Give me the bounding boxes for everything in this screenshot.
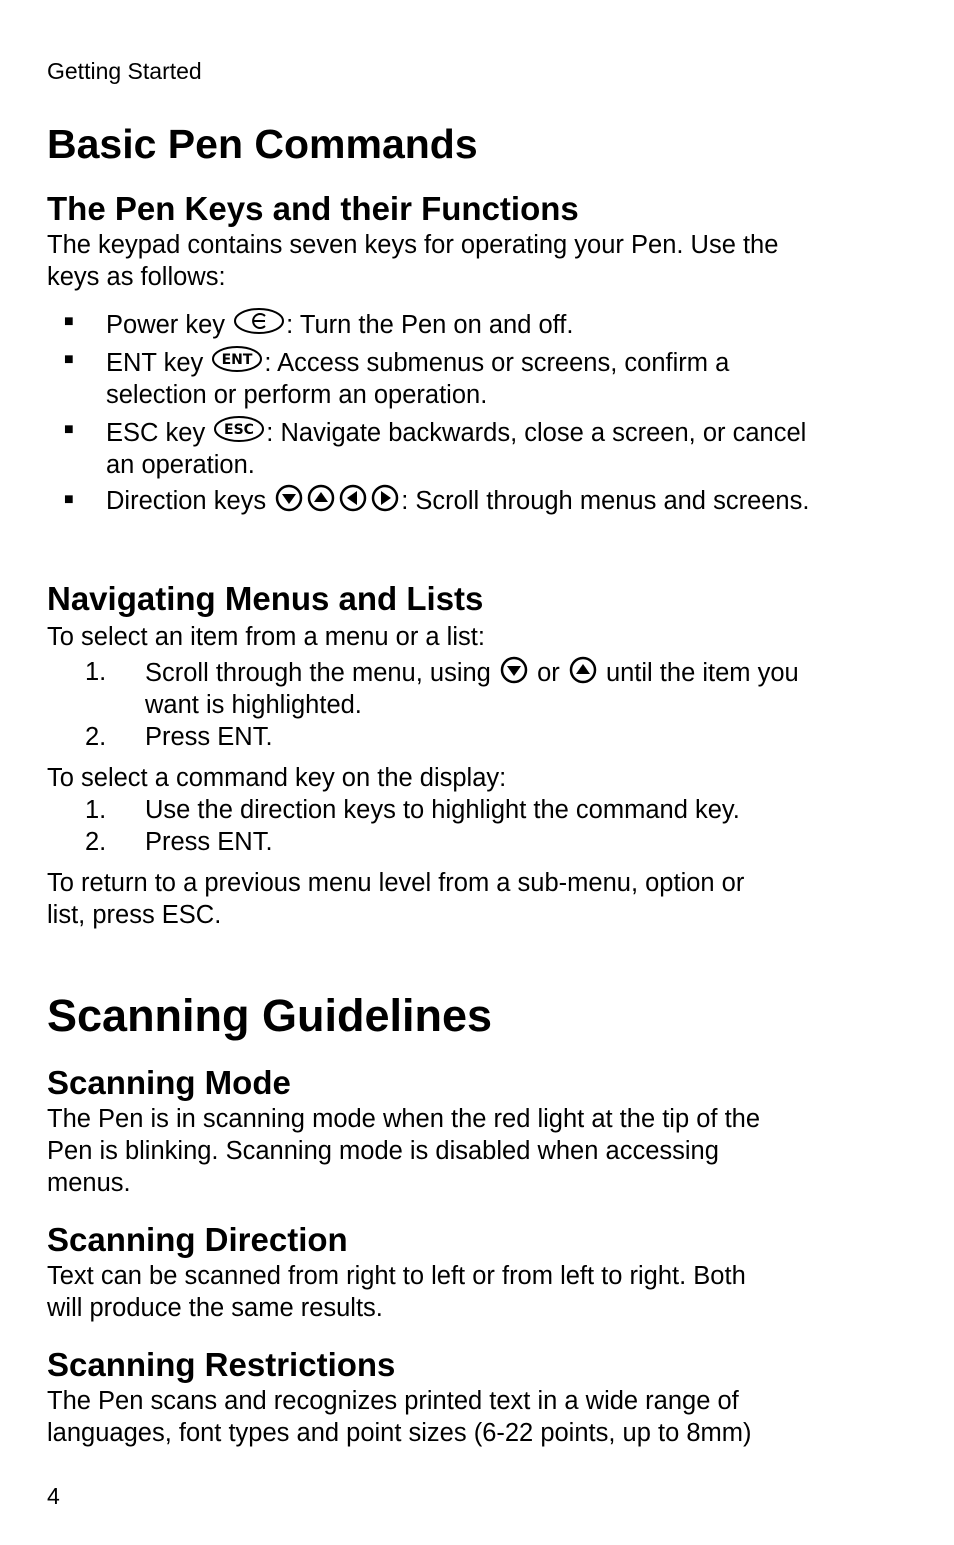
- list-item-step: [47, 826, 827, 858]
- step-text: Press ENT.: [145, 723, 273, 751]
- esc-key-icon: [213, 414, 265, 444]
- step-text-middle: or: [537, 659, 560, 687]
- list-item-direction-keys: [47, 484, 827, 517]
- navigating-steps-2: [47, 794, 827, 858]
- running-header: Getting Started: [47, 58, 202, 84]
- left-arrow-key-icon: [338, 484, 368, 512]
- pen-keys-intro: The keypad contains seven keys for operating your Pen. Use the keys as follows:: [47, 231, 779, 291]
- navigating-intro-2: To select a command key on the display:: [47, 764, 507, 792]
- step-number: 1.: [85, 658, 107, 686]
- heading-pen-keys: The Pen Keys and their Functions: [47, 190, 579, 227]
- heading-scanning-direction: Scanning Direction: [47, 1221, 348, 1258]
- right-arrow-key-icon: [370, 484, 400, 512]
- list-item-step: [47, 794, 827, 826]
- direction-keys-description: : Scroll through menus and screens.: [401, 487, 810, 515]
- heading-navigating-menus: Navigating Menus and Lists: [47, 580, 484, 617]
- power-key-description: : Turn the Pen on and off.: [286, 311, 574, 339]
- heading-scanning-restrictions: Scanning Restrictions: [47, 1346, 396, 1383]
- svg-text:ENT: ENT: [221, 352, 253, 368]
- bullet-icon: ■: [64, 313, 74, 330]
- ent-key-description: : Access submenus or screens, confirm a selection or perform an operation.: [106, 349, 730, 409]
- step-text-start: Scroll through the menu, using: [145, 659, 491, 687]
- bullet-icon: ■: [64, 351, 74, 368]
- list-item-esc-key: [47, 414, 827, 481]
- svg-text:ESC: ESC: [224, 422, 255, 438]
- navigating-intro-1: To select an item from a menu or a list:: [47, 623, 485, 651]
- up-arrow-key-icon: [306, 484, 336, 512]
- scanning-direction-text: Text can be scanned from right to left or from left to right. Both will produce the same results.: [47, 1262, 746, 1322]
- step-number: 2.: [85, 723, 107, 751]
- step-text: Press ENT.: [145, 828, 273, 856]
- list-item-step: [47, 656, 827, 721]
- bullet-icon: ■: [64, 421, 74, 438]
- down-arrow-key-icon: [274, 484, 304, 512]
- step-number: 2.: [85, 828, 107, 856]
- heading-scanning-mode: Scanning Mode: [47, 1064, 291, 1101]
- step-text-end: until the item you want is highlighted.: [145, 659, 799, 719]
- page-title-scanning-guidelines: Scanning Guidelines: [47, 990, 493, 1041]
- navigating-outro: To return to a previous menu level from a sub-menu, option or list, press ESC.: [47, 869, 745, 929]
- list-item-ent-key: [47, 344, 827, 411]
- up-arrow-key-icon: [568, 656, 598, 684]
- scanning-restrictions-text: The Pen scans and recognizes printed text in a wide range of languages, font types and point sizes (6-22 points, up to 8mm): [47, 1387, 752, 1447]
- down-arrow-key-icon: [499, 656, 529, 684]
- scanning-mode-text: The Pen is in scanning mode when the red light at the tip of the Pen is blinking. Scanning mode is disabled when accessing menus.: [47, 1105, 761, 1197]
- list-item-step: [47, 721, 827, 753]
- direction-keys-label: Direction keys: [106, 487, 267, 515]
- navigating-steps-1: [47, 656, 827, 753]
- ent-key-icon: [211, 344, 263, 374]
- pen-keys-list: [47, 306, 827, 520]
- esc-key-description: : Navigate backwards, close a screen, or cancel an operation.: [106, 419, 807, 479]
- power-key-icon: [233, 306, 285, 336]
- step-number: 1.: [85, 796, 107, 824]
- ent-key-label: ENT key: [106, 349, 204, 377]
- page-title-basic-pen-commands: Basic Pen Commands: [47, 121, 478, 167]
- list-item-power-key: [47, 306, 827, 341]
- esc-key-label: ESC key: [106, 419, 206, 447]
- bullet-icon: ■: [64, 491, 74, 508]
- step-text: Use the direction keys to highlight the command key.: [145, 796, 740, 824]
- power-key-label: Power key: [106, 311, 226, 339]
- page-number: 4: [47, 1483, 60, 1509]
